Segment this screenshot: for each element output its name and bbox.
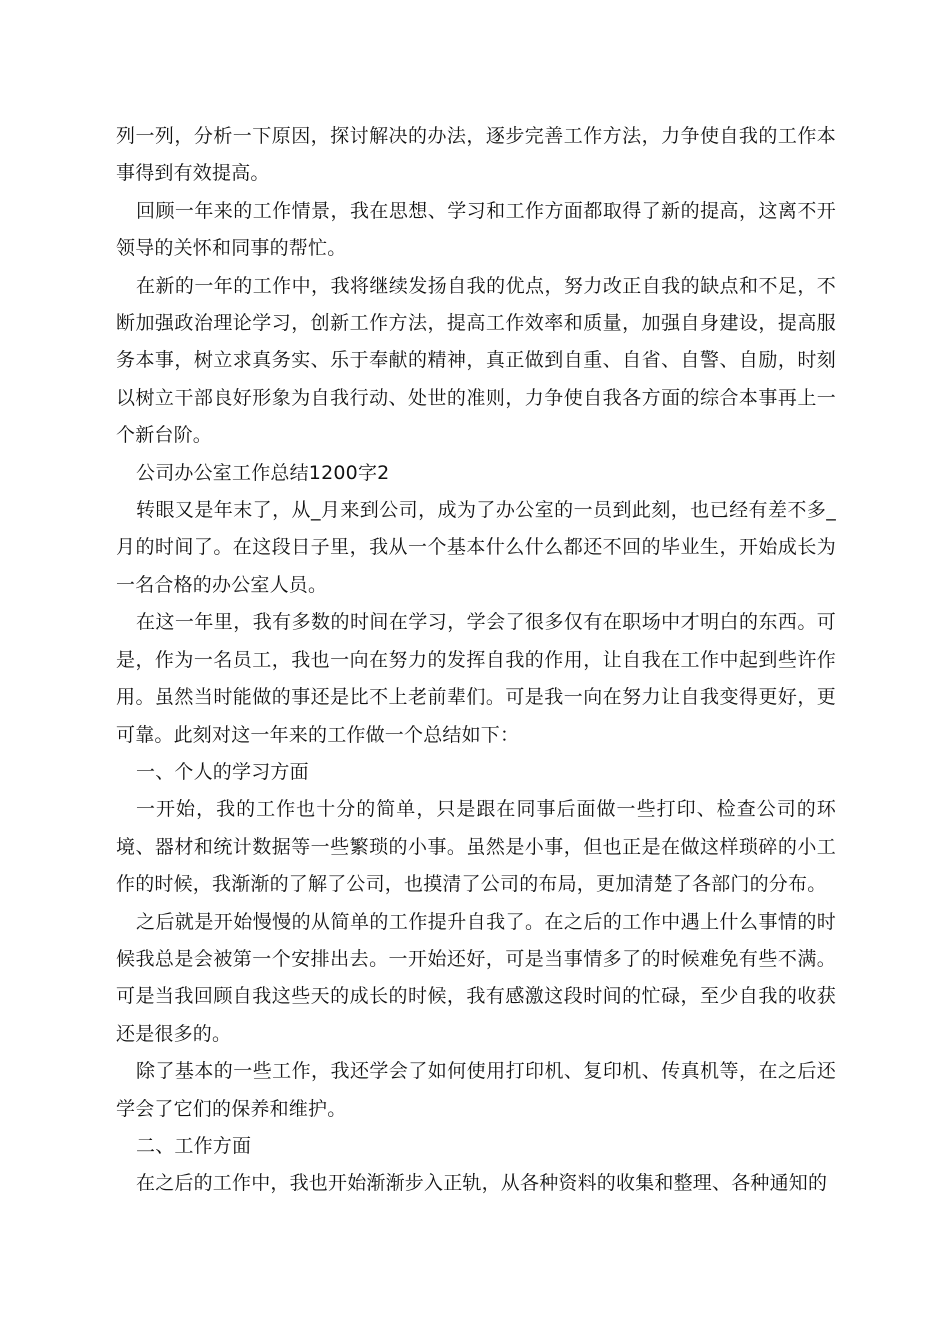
paragraph: 在新的一年的工作中，我将继续发扬自我的优点，努力改正自我的缺点和不足，不断加强政治理论学习，创新工作方法，提高工作效率和质量，加强自身建设，提高服务本事，树立求真务实、乐于奉献的精神，真正做到自重、自省、自警、自励，时刻以树立干部良好形象为自我行动、处世的准则，力争使自我各方面的综合本事再上一个新台阶。 xyxy=(116,274,836,447)
paragraph: 一开始，我的工作也十分的简单，只是跟在同事后面做一些打印、检查公司的环境、器材和统计数据等一些繁琐的小事。虽然是小事，但也正是在做这样琐碎的小工作的时候，我渐渐的了解了公司，也摸清了公司的布局，更加清楚了各部门的分布。 xyxy=(116,798,836,896)
paragraph: 除了基本的一些工作，我还学会了如何使用打印机、复印机、传真机等，在之后还学会了它们的保养和维护。 xyxy=(116,1060,836,1120)
paragraph: 之后就是开始慢慢的从简单的工作提升自我了。在之后的工作中遇上什么事情的时候我总是会被第一个安排出去。一开始还好，可是当事情多了的时候难免有些不满。可是当我回顾自我这些天的成长的时候，我有感激这段时间的忙碌，至少自我的收获还是很多的。 xyxy=(116,910,836,1045)
paragraph: 在之后的工作中，我也开始渐渐步入正轨，从各种资料的收集和整理、各种通知的 xyxy=(136,1172,828,1195)
paragraph: 回顾一年来的工作情景，我在思想、学习和工作方面都取得了新的提高，这离不开领导的关怀和同事的帮忙。 xyxy=(116,199,836,260)
document-body xyxy=(116,118,836,1203)
paragraph: 在这一年里，我有多数的时间在学习，学会了很多仅有在职场中才明白的东西。可是，作为一名员工，我也一向在努力的发挥自我的作用，让自我在工作中起到些许作用。虽然当时能做的事还是比不上老前辈们。可是我一向在努力让自我变得更好，更可靠。此刻对这一年来的工作做一个总结如下： xyxy=(116,611,836,746)
section-title: 公司办公室工作总结1200字2 xyxy=(136,461,390,484)
section-heading: 二、工作方面 xyxy=(136,1134,252,1157)
paragraph: 列一列，分析一下原因，探讨解决的办法，逐步完善工作方法，力争使自我的工作本事得到有效提高。 xyxy=(116,125,836,185)
section-heading: 一、个人的学习方面 xyxy=(136,760,309,783)
paragraph: 转眼又是年末了，从_月来到公司，成为了办公室的一员到此刻，也已经有差不多_月的时间了。在这段日子里，我从一个基本什么什么都还不回的毕业生，开始成长为一名合格的办公室人员。 xyxy=(116,499,836,596)
